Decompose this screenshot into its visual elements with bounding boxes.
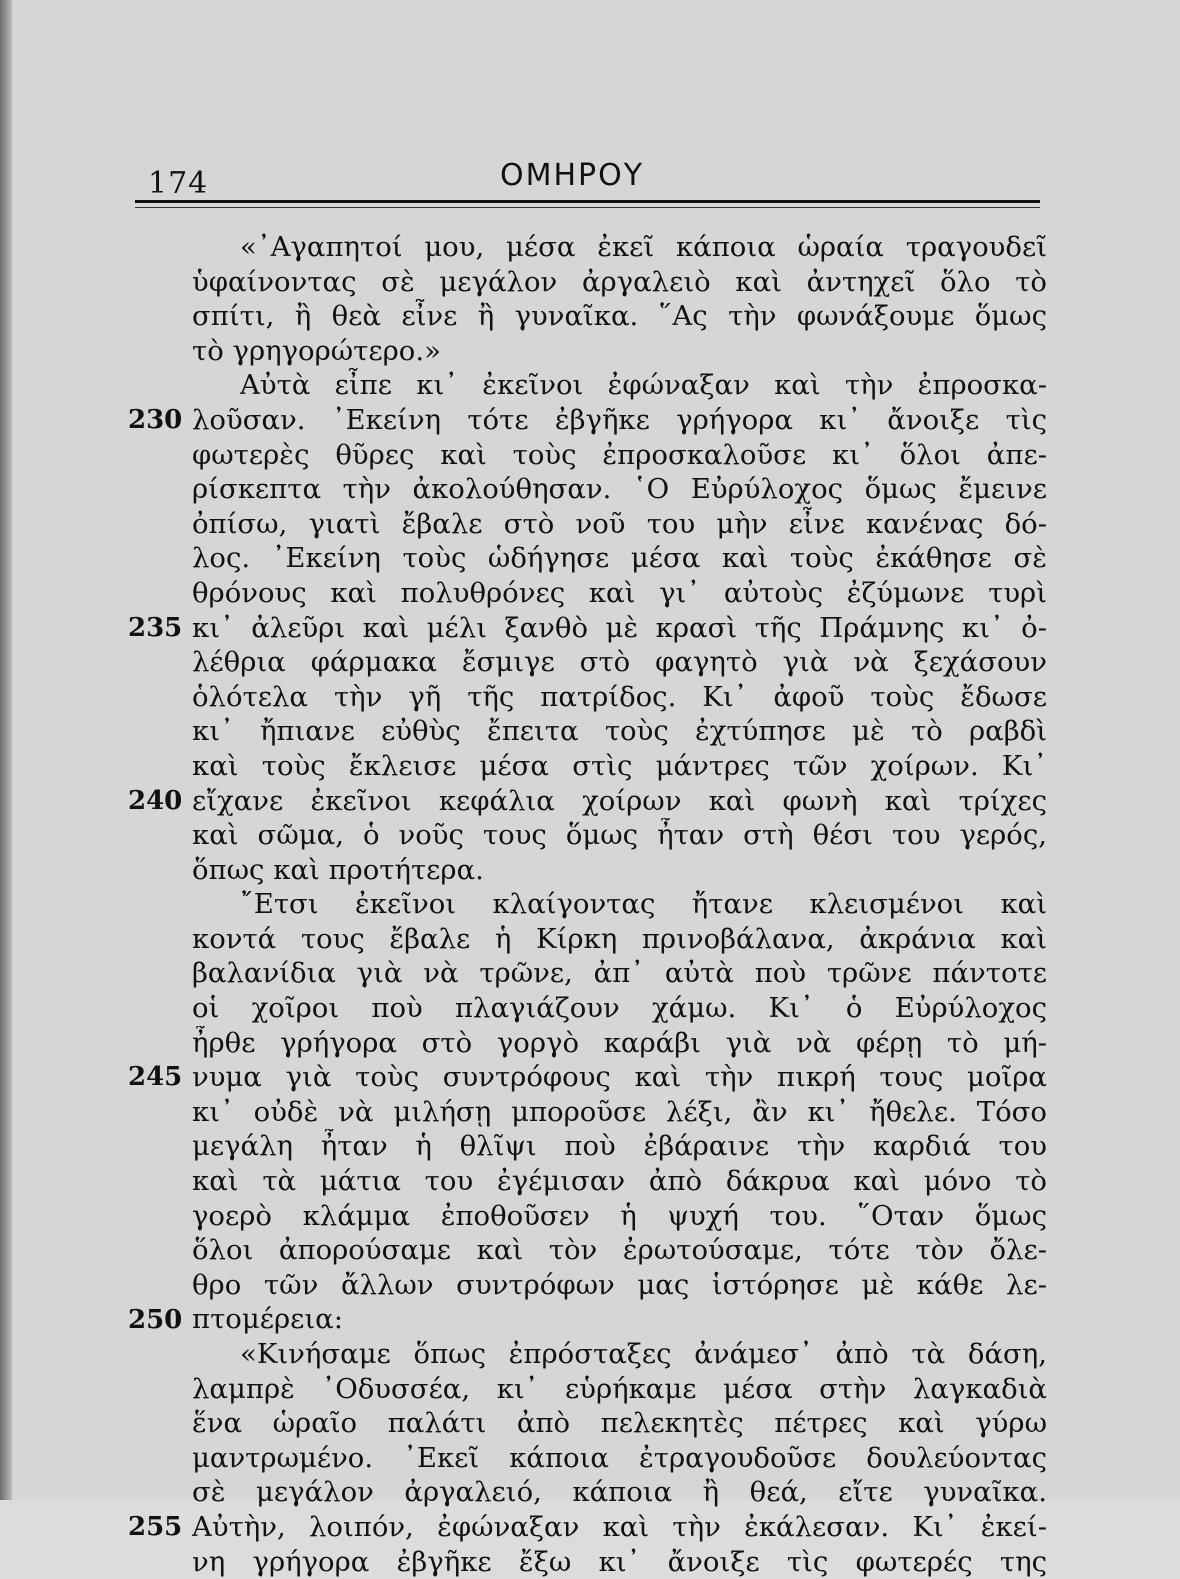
text-line <box>192 230 1047 265</box>
text-line <box>192 1233 1047 1268</box>
text-line <box>192 1372 1047 1407</box>
text-line-content: κοντά τους ἔβαλε ἡ Κίρκη πρινοβάλανα, ἀκράνια καὶ <box>192 922 1047 955</box>
text-line-content: ὑφαίνοντας σὲ μεγάλον ἀργαλειὸ καὶ ἀντηχεῖ ὅλο τὸ <box>192 265 1047 298</box>
text-line <box>192 1406 1047 1441</box>
text-line <box>192 576 1047 611</box>
text-line <box>192 956 1047 991</box>
header-rule <box>135 200 1040 203</box>
text-line <box>192 299 1047 334</box>
verse-line-number: 245 <box>128 1062 183 1093</box>
text-line <box>192 749 1047 784</box>
text-line <box>192 1095 1047 1130</box>
verse-line-number: 235 <box>128 612 183 643</box>
text-line-content: «᾿Αγαπητοί μου, μέσα ἐκεῖ κάποια ὡραία τραγουδεῖ <box>240 231 1047 263</box>
text-line <box>192 645 1047 680</box>
text-line-content: σπίτι, ἢ θεὰ εἶνε ἢ γυναῖκα. ῞Ας τὴν φωνάξουμε ὅμως <box>192 300 1047 333</box>
text-line <box>192 368 1047 403</box>
text-line <box>192 1510 1047 1545</box>
text-line-content: ἦρθε γρήγορα στὸ γοργὸ καράβι γιὰ νὰ φέρῃ τὸ μή- <box>192 1026 1047 1059</box>
text-line-content: ὁλότελα τὴν γῆ τῆς πατρίδος. Κι᾿ ἀφοῦ τοὺς ἔδωσε <box>192 680 1047 713</box>
text-line <box>192 784 1047 819</box>
text-line <box>192 1060 1047 1095</box>
page-number: 174 <box>148 166 209 201</box>
text-line-content: λαμπρὲ ᾿Οδυσσέα, κι᾿ εὑρήκαμε μέσα στὴν λαγκαδιὰ <box>192 1372 1047 1405</box>
text-line-content: λος. ᾿Εκείνη τοὺς ὡδήγησε μέσα καὶ τοὺς ἐκάθησε σὲ <box>192 542 1047 575</box>
page-edge-shadow <box>0 0 12 1500</box>
text-line <box>192 403 1047 438</box>
text-line <box>192 1545 1047 1579</box>
text-line-content: θρόνους καὶ πολυθρόνες καὶ γι᾿ αὐτοὺς ἐζύμωνε τυρὶ <box>192 576 1047 609</box>
page-header <box>140 150 1040 200</box>
running-title: ΟΜΗΡΟΥ <box>500 158 645 193</box>
text-line-content: καὶ τοὺς ἔκλεισε μέσα στὶς μάντρες τῶν χοίρων. Κι᾿ <box>192 749 1047 782</box>
text-line <box>192 1026 1047 1061</box>
text-line-content: καὶ σῶμα, ὁ νοῦς τους ὅμως ἦταν στὴ θέσι του γερός, <box>192 819 1047 852</box>
verse-line-number: 250 <box>128 1304 183 1335</box>
text-line-content: λέθρια φάρμακα ἔσμιγε στὸ φαγητὸ γιὰ νὰ ξεχάσουν <box>192 646 1047 679</box>
text-line-content: κι᾿ ἀλεῦρι καὶ μέλι ξανθὸ μὲ κρασὶ τῆς Πράμνης κι᾿ ὀ- <box>192 611 1047 644</box>
text-line <box>192 611 1047 646</box>
text-line-content: Αὐτὰ εἶπε κι᾿ ἐκεῖνοι ἐφώναξαν καὶ τὴν ἐπροσκα- <box>240 369 1047 402</box>
verse-line-number: 255 <box>128 1512 183 1543</box>
text-line <box>192 1164 1047 1199</box>
text-line-content: νη γρήγορα ἐβγῆκε ἔξω κι᾿ ἄνοιξε τὶς φωτερές της <box>192 1545 1047 1578</box>
text-line <box>192 922 1047 957</box>
text-line <box>192 472 1047 507</box>
text-line-content: τὸ γρηγορώτερο.» <box>192 334 441 367</box>
text-line <box>192 991 1047 1026</box>
text-line-content: κι᾿ ἤπιανε εὐθὺς ἔπειτα τοὺς ἐχτύπησε μὲ τὸ ραβδὶ <box>192 715 1047 748</box>
text-line-content: νυμα γιὰ τοὺς συντρόφους καὶ τὴν πικρή τους μοῖρα <box>192 1061 1047 1094</box>
text-line <box>192 334 1047 369</box>
text-line-content: πτομέρεια: <box>192 1303 343 1336</box>
text-line-content: κι᾿ οὐδὲ νὰ μιλήσῃ μποροῦσε λέξι, ἂν κι᾿ ἤθελε. Τόσο <box>192 1095 1047 1128</box>
text-line-content: καὶ τὰ μάτια του ἐγέμισαν ἀπὸ δάκρυα καὶ μόνο τὸ <box>192 1165 1047 1198</box>
text-line <box>192 1441 1047 1476</box>
verse-line-number: 240 <box>128 785 183 816</box>
text-line-content: εἴχανε ἐκεῖνοι κεφάλια χοίρων καὶ φωνὴ καὶ τρίχες <box>192 784 1047 817</box>
header-rule-thin <box>135 207 1040 208</box>
text-line-content: γοερὸ κλάμμα ἐποθοῦσεν ἡ ψυχή του. ῞Οταν ὅμως <box>192 1199 1047 1232</box>
verse-line-number: 230 <box>128 405 183 435</box>
text-line-content: ὀπίσω, γιατὶ ἔβαλε στὸ νοῦ του μὴν εἶνε κανένας δό- <box>192 507 1047 540</box>
text-line-content: ὅπως καὶ προτήτερα. <box>192 853 484 886</box>
text-line-content: ρίσκεπτα τὴν ἀκολούθησαν. ῾Ο Εὐρύλοχος ὅμως ἔμεινε <box>192 473 1047 506</box>
text-line-content: βαλανίδια γιὰ νὰ τρῶνε, ἀπ᾿ αὐτὰ ποὺ τρῶνε πάντοτε <box>192 957 1047 990</box>
text-line <box>192 1302 1047 1337</box>
text-line <box>192 265 1047 300</box>
text-line-content: ἕνα ὡραῖο παλάτι ἀπὸ πελεκητὲς πέτρες καὶ γύρω <box>192 1407 1047 1440</box>
body-text <box>192 230 1047 1579</box>
text-line <box>192 1129 1047 1164</box>
text-line <box>192 1199 1047 1234</box>
text-line <box>192 714 1047 749</box>
text-line-content: μαντρωμένο. ᾿Εκεῖ κάποια ἐτραγουδοῦσε δουλεύοντας <box>192 1441 1047 1474</box>
text-line-content: ῎Ετσι ἐκεῖνοι κλαίγοντας ἤτανε κλεισμένοι καὶ <box>240 888 1047 921</box>
text-line-content: λοῦσαν. ᾿Εκείνη τότε ἐβγῆκε γρήγορα κι᾿ ἄνοιξε τὶς <box>192 403 1047 436</box>
text-line <box>192 1268 1047 1303</box>
text-line-content: θρο τῶν ἄλλων συντρόφων μας ἱστόρησε μὲ κάθε λε- <box>192 1268 1047 1301</box>
text-line-content: σὲ μεγάλον ἀργαλειό, κάποια ἢ θεά, εἴτε γυναῖκα. <box>192 1476 1047 1509</box>
text-line <box>192 541 1047 576</box>
text-line <box>192 1337 1047 1372</box>
text-line-content: «Κινήσαμε ὅπως ἐπρόσταξες ἀνάμεσ᾿ ἀπὸ τὰ δάση, <box>240 1338 1047 1370</box>
text-line <box>192 438 1047 473</box>
text-line <box>192 887 1047 922</box>
text-line <box>192 507 1047 542</box>
text-line-content: μεγάλη ἦταν ἡ θλῖψι ποὺ ἐβάραινε τὴν καρδιά του <box>192 1130 1047 1163</box>
text-line-content: φωτερὲς θῦρες καὶ τοὺς ἐπροσκαλοῦσε κι᾿ ὅλοι ἀπε- <box>192 438 1047 471</box>
text-line-content: οἱ χοῖροι ποὺ πλαγιάζουν χάμω. Κι᾿ ὁ Εὐρύλοχος <box>192 992 1047 1025</box>
text-line-content: ὅλοι ἀπορούσαμε καὶ τὸν ἐρωτούσαμε, τότε τὸν ὄλε- <box>192 1234 1047 1267</box>
text-line <box>192 853 1047 888</box>
text-line <box>192 1475 1047 1510</box>
text-line-content: Αὐτὴν, λοιπόν, ἐφώναξαν καὶ τὴν ἐκάλεσαν. Κι᾿ ἐκεί- <box>192 1510 1047 1543</box>
text-line <box>192 680 1047 715</box>
text-line <box>192 818 1047 853</box>
